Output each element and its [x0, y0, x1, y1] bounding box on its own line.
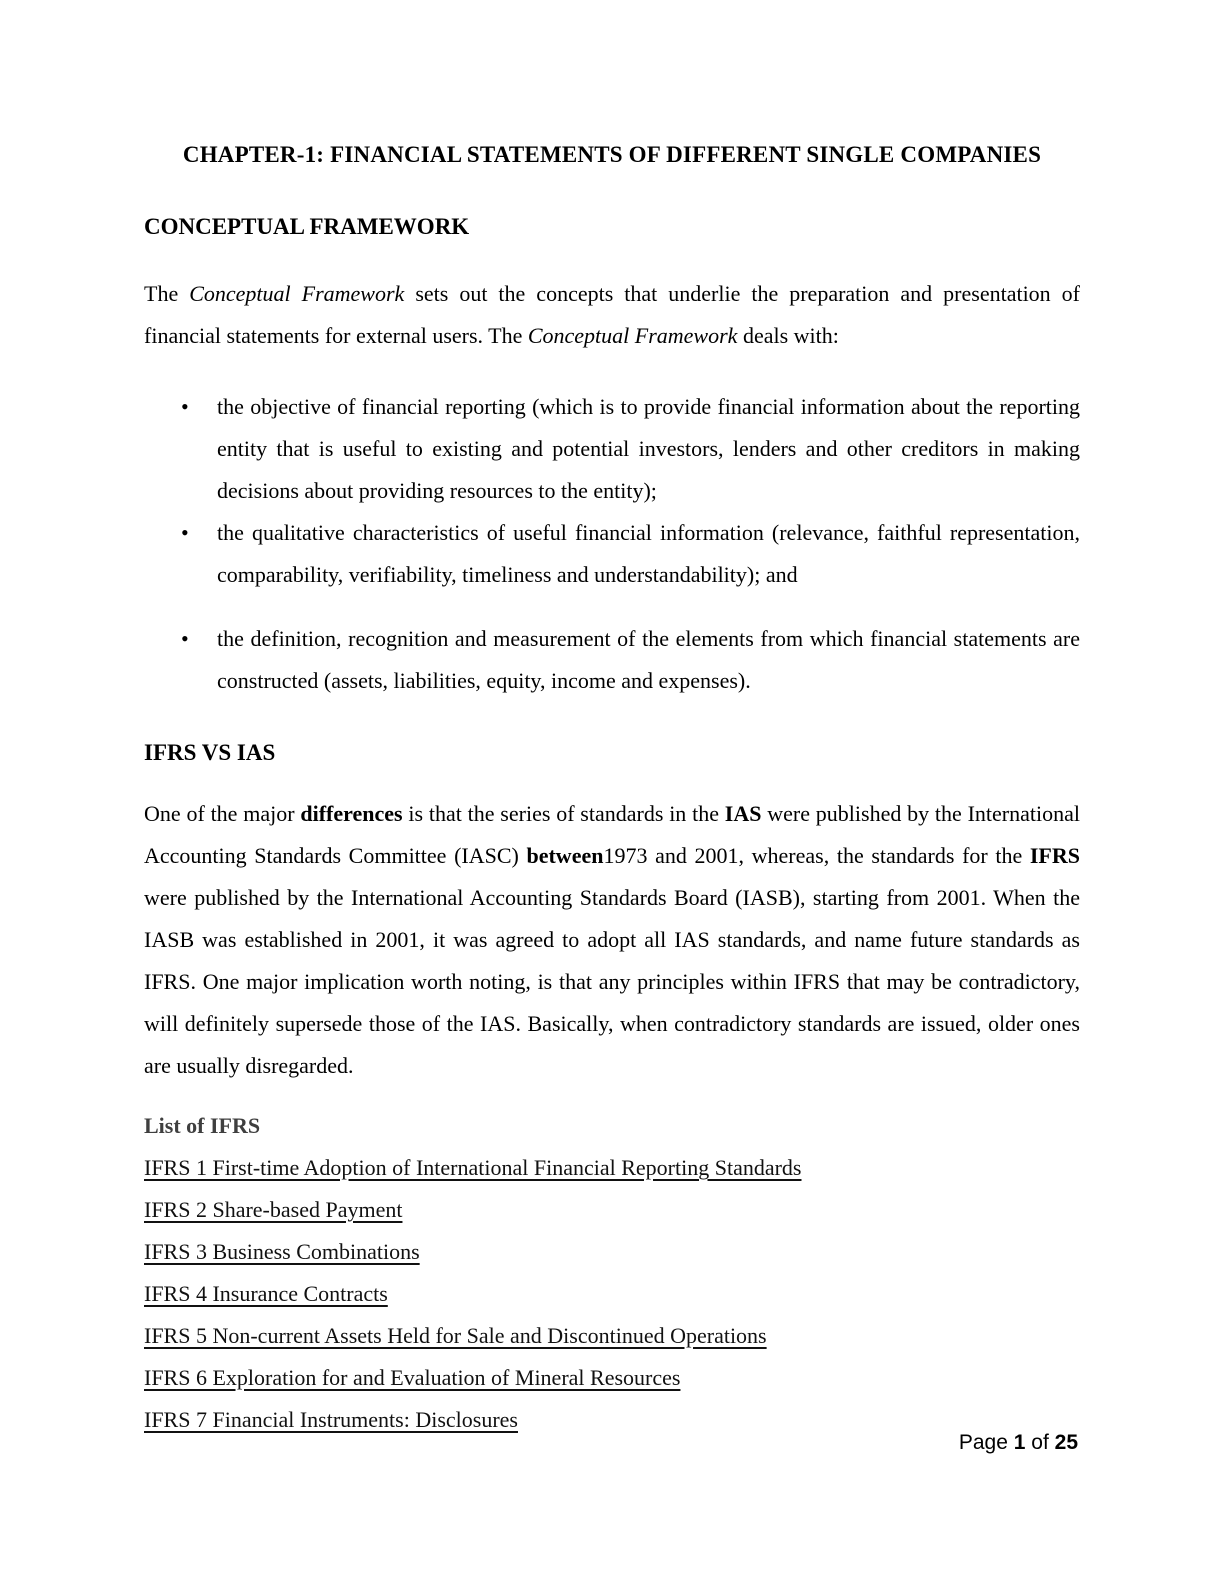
- ifrs-7-link[interactable]: IFRS 7 Financial Instruments: Disclosures: [144, 1407, 518, 1432]
- ifrs-link-list: [144, 1147, 1080, 1441]
- bullet-item-qualitative-characteristics: • the qualitative characteristics of useful financial information (relevance, faithful representation, comparability, verifiability, timeliness and understandability); and: [144, 512, 1080, 596]
- chapter-title: CHAPTER-1: FINANCIAL STATEMENTS OF DIFFERENT SINGLE COMPANIES: [182, 142, 1042, 167]
- bullet-item-definition-recognition: • the definition, recognition and measurement of the elements from which financial statements are constructed (assets, liabilities, equity, income and expenses).: [144, 618, 1080, 702]
- conceptual-framework-intro-paragraph: The Conceptual Framework sets out the concepts that underlie the preparation and presentation of financial statements for external users. The Conceptual Framework deals with:: [144, 281, 1081, 348]
- bullet-item-objective: • the objective of financial reporting (which is to provide financial information about the reporting entity that is useful to existing and potential investors, lenders and other creditors in making decisions about providing resources to the entity);: [144, 386, 1080, 512]
- ifrs-5-link[interactable]: IFRS 5 Non-current Assets Held for Sale and Discontinued Operations: [144, 1323, 767, 1348]
- ifrs-1-link[interactable]: IFRS 1 First-time Adoption of International Financial Reporting Standards: [144, 1155, 802, 1180]
- document-content: [144, 0, 1080, 1441]
- page-number-footer: Page 1 of 25: [958, 1431, 1078, 1454]
- ifrs-3-link[interactable]: IFRS 3 Business Combinations: [144, 1239, 420, 1264]
- ifrs-2-link[interactable]: IFRS 2 Share-based Payment: [144, 1197, 403, 1222]
- list-of-ifrs-heading: List of IFRS: [144, 1113, 261, 1138]
- ifrs-vs-ias-paragraph: One of the major differences is that the series of standards in the IAS were published by the International Accounting Standards Committee (IASC) between1973 and 2001, whereas, the standards for the IFRS were published by the International Accounting Standards Board (IASB), starting from 2001. When the IASB was established in 2001, it was agreed to adopt all IAS standards, and name future standards as IFRS. One major implication worth noting, is that any principles within IFRS that may be contradictory, will definitely supersede those of the IAS. Basically, when contradictory standards are issued, older ones are usually disregarded.: [144, 801, 1081, 1078]
- ifrs-6-link[interactable]: IFRS 6 Exploration for and Evaluation of Mineral Resources: [144, 1365, 681, 1390]
- conceptual-framework-heading: CONCEPTUAL FRAMEWORK: [144, 214, 470, 239]
- conceptual-framework-bullet-list: [144, 386, 1080, 702]
- ifrs-vs-ias-heading: IFRS VS IAS: [144, 740, 276, 765]
- ifrs-4-link[interactable]: IFRS 4 Insurance Contracts: [144, 1281, 388, 1306]
